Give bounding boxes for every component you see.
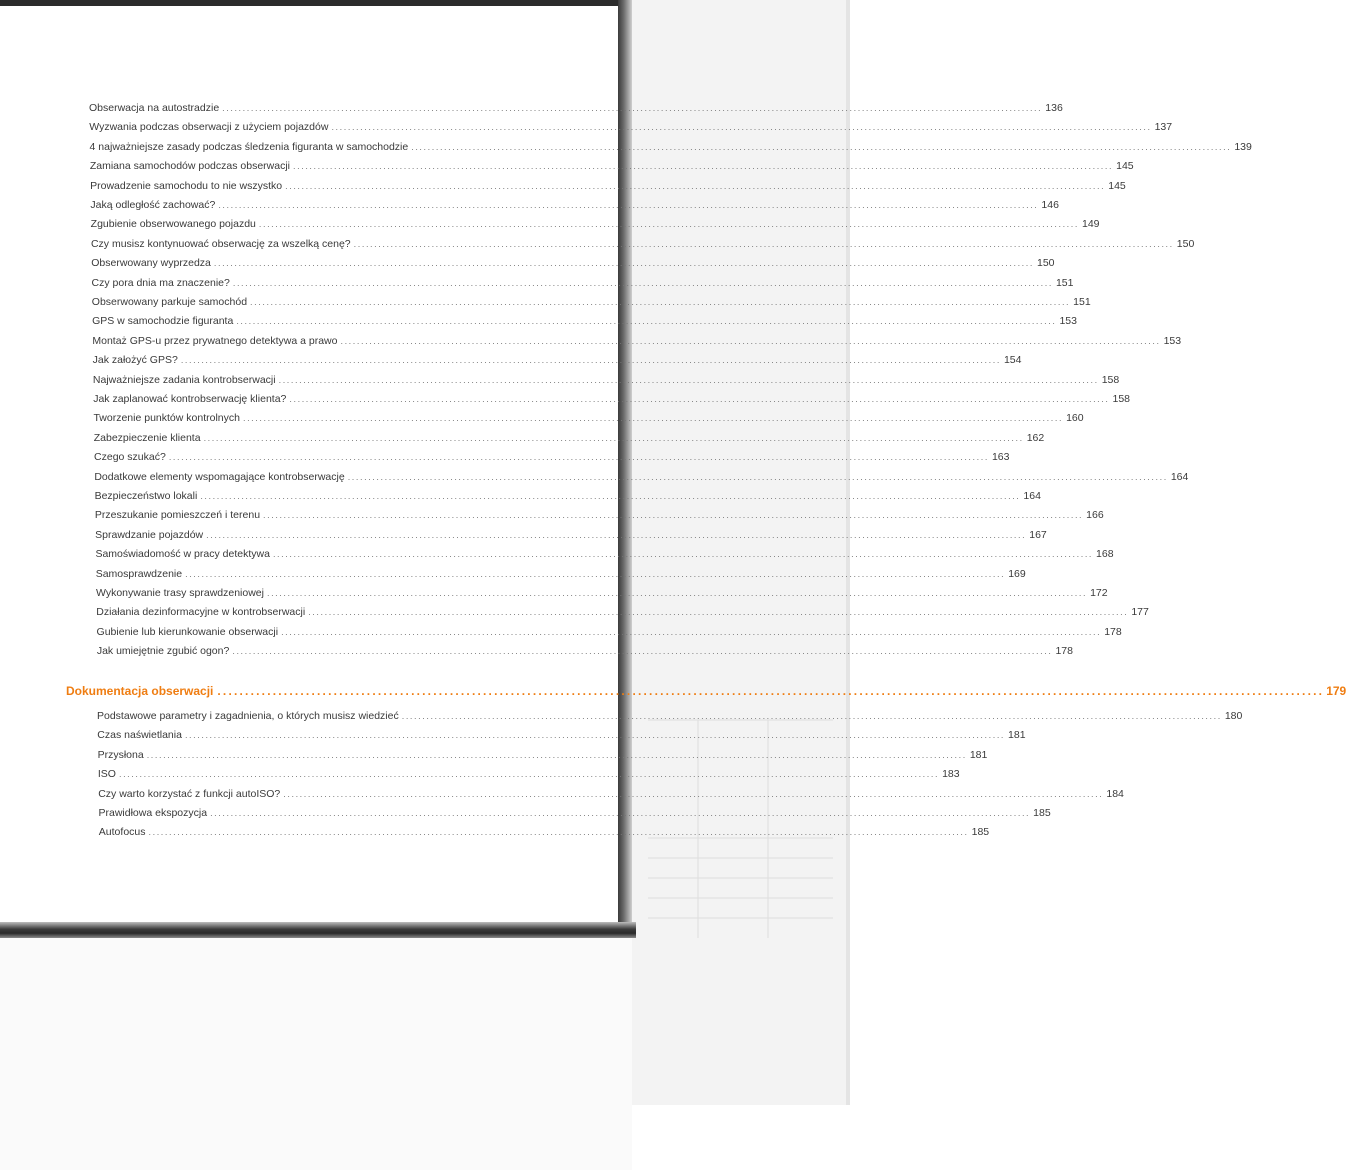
toc-page-number: 146 bbox=[1041, 199, 1059, 211]
toc-entry-title: Dodatkowe elementy wspomagające kontrobserwację bbox=[94, 470, 345, 483]
toc-entry bbox=[93, 393, 1131, 405]
toc-entry bbox=[94, 451, 1010, 464]
dot-leader: ........................................................................................................................................................................................................ bbox=[200, 491, 1021, 501]
toc-entry-title: Obserwowany parkuje samochód bbox=[91, 296, 248, 308]
toc-entry-title: Prawidłowa ekspozycja bbox=[98, 807, 208, 819]
dot-leader: ........................................................................................................................................................................................................ bbox=[331, 122, 1152, 133]
toc-entry-title: Tworzenie punktów kontrolnych bbox=[93, 412, 240, 425]
toc-entry-title: Zgubienie obserwowanego pojazdu bbox=[90, 218, 256, 231]
toc-entry-title: Montaż GPS-u przez prywatnego detektywa a prawo bbox=[92, 334, 338, 347]
dot-leader: ........................................................................................................................................................................................................ bbox=[232, 277, 1053, 288]
toc-entry-title: Jak umiejętnie zgubić ogon? bbox=[96, 645, 230, 658]
toc-entry bbox=[92, 373, 1120, 386]
toc-entry-title: Wykonywanie trasy sprawdzeniowej bbox=[96, 587, 264, 599]
toc-page-number: 169 bbox=[1008, 567, 1026, 580]
toc-page-number: 158 bbox=[1101, 373, 1120, 386]
toc-page-number: 154 bbox=[1003, 354, 1022, 367]
dot-leader: ........................................................................................................................................................................................................ bbox=[146, 749, 967, 760]
toc-page-number: 164 bbox=[1023, 490, 1041, 502]
toc-entry-title: Obserwacja na autostradzie bbox=[89, 102, 220, 114]
toc-page-number: 162 bbox=[1026, 431, 1045, 444]
dot-leader: ........................................................................................................................................................................................................ bbox=[263, 510, 1084, 521]
toc-page-number: 183 bbox=[942, 768, 960, 781]
dot-leader: ........................................................................................................................................................................................................ bbox=[168, 452, 989, 463]
dot-leader: ........................................................................................................................................................................................................ bbox=[250, 297, 1071, 307]
toc-entry bbox=[96, 606, 1149, 619]
toc-entry-title: Autofocus bbox=[98, 826, 146, 839]
toc-entry bbox=[90, 179, 1126, 192]
dot-leader: ........................................................................................................................................................................................................ bbox=[283, 788, 1104, 799]
toc-entry bbox=[97, 729, 1026, 742]
toc-entry-title: Dokumentacja obserwacji bbox=[66, 684, 214, 698]
toc-page-number: 177 bbox=[1131, 606, 1149, 619]
toc-entry-title: 4 najważniejsze zasady podczas śledzenia figuranta w samochodzie bbox=[89, 140, 409, 153]
toc-entry-title: Przysłona bbox=[97, 748, 144, 761]
dot-leader: ........................................................................................................................................................................................................ bbox=[258, 219, 1079, 230]
toc-entry-title: Zabezpieczenie klienta bbox=[93, 431, 201, 444]
toc-entry bbox=[89, 121, 1173, 134]
toc-entry-title: Bezpieczeństwo lokali bbox=[94, 490, 198, 502]
dot-leader: ........................................................................................................................................................................................................ bbox=[272, 549, 1094, 560]
toc-entry bbox=[92, 315, 1077, 328]
dot-leader: ........................................................................................................................................................................................................ bbox=[281, 626, 1102, 637]
dot-leader: ........................................................................................................................................................................................................ bbox=[203, 432, 1024, 443]
toc-entry-title: Czas naświetlania bbox=[97, 729, 182, 742]
toc-page-number: 150 bbox=[1036, 257, 1055, 270]
toc-entry-title: Jak założyć GPS? bbox=[92, 354, 178, 367]
dot-leader: ........................................................................................................................................................................................................ bbox=[340, 335, 1161, 346]
dot-leader: ........................................................................................................................................................................................................ bbox=[266, 588, 1088, 598]
toc-entry-title: Najważniejsze zadania kontrobserwacji bbox=[92, 373, 276, 386]
dot-leader: ........................................................................................................................................................................................................ bbox=[218, 200, 1039, 210]
toc-page-number: 136 bbox=[1045, 102, 1063, 114]
dot-leader: ........................................................................................................................................................................................................ bbox=[206, 529, 1027, 540]
toc-page-number: 184 bbox=[1106, 787, 1124, 800]
toc-entry bbox=[98, 826, 990, 839]
toc-entry bbox=[90, 237, 1195, 250]
toc-page-number: 149 bbox=[1081, 218, 1100, 231]
toc-entry bbox=[92, 334, 1182, 347]
section-heading bbox=[66, 684, 1346, 698]
toc-page bbox=[0, 6, 1346, 922]
toc-entry bbox=[93, 412, 1084, 425]
toc-entry-title: Jaką odległość zachować? bbox=[90, 199, 216, 211]
dot-leader: ........................................................................................................................................................................................................ bbox=[411, 141, 1232, 152]
dot-leader: ........................................................................................................................................................................................................ bbox=[347, 471, 1168, 482]
dot-leader: ........................................................................................................................................................................................................ bbox=[222, 103, 1043, 113]
toc-entry-title: Działania dezinformacyjne w kontrobserwacji bbox=[96, 606, 306, 619]
toc-page-number: 160 bbox=[1066, 412, 1084, 425]
toc-page-number: 151 bbox=[1073, 296, 1091, 308]
toc-page-number: 178 bbox=[1104, 625, 1122, 638]
toc-entry bbox=[97, 710, 1243, 722]
toc-entry bbox=[90, 199, 1059, 211]
toc-page-number: 185 bbox=[971, 826, 990, 839]
toc-page-number: 145 bbox=[1116, 160, 1134, 173]
dot-leader: ........................................................................................................................................................................................................ bbox=[217, 684, 1325, 698]
toc-page-number: 164 bbox=[1170, 470, 1189, 483]
toc-page-number: 158 bbox=[1112, 393, 1131, 405]
toc-entry-title: Przeszukanie pomieszczeń i terenu bbox=[94, 509, 261, 522]
toc-entry bbox=[91, 276, 1074, 289]
dot-leader: ........................................................................................................................................................................................................ bbox=[242, 413, 1064, 424]
toc-entry bbox=[90, 218, 1100, 231]
dot-leader: ........................................................................................................................................................................................................ bbox=[293, 161, 1114, 172]
toc-page-number: 145 bbox=[1108, 179, 1126, 192]
dot-leader: ........................................................................................................................................................................................................ bbox=[278, 374, 1099, 385]
toc-page-number: 178 bbox=[1055, 645, 1073, 658]
toc-entry bbox=[98, 807, 1051, 819]
toc-entry bbox=[93, 431, 1045, 444]
toc-entry-title: Zamiana samochodów podczas obserwacji bbox=[89, 160, 291, 173]
dot-leader: ........................................................................................................................................................................................................ bbox=[353, 238, 1174, 249]
toc-entry bbox=[95, 548, 1114, 561]
dot-leader: ........................................................................................................................................................................................................ bbox=[118, 769, 940, 780]
toc-entry bbox=[91, 296, 1091, 308]
dot-leader: ........................................................................................................................................................................................................ bbox=[210, 808, 1031, 818]
toc-page-number: 180 bbox=[1224, 710, 1243, 722]
toc-entry bbox=[94, 509, 1104, 522]
dot-leader: ........................................................................................................................................................................................................ bbox=[184, 730, 1006, 741]
toc-entry bbox=[95, 528, 1047, 541]
toc-entry bbox=[97, 768, 960, 781]
toc-page-number: 168 bbox=[1096, 548, 1114, 561]
toc-entry-title: Obserwowany wyprzedza bbox=[91, 257, 211, 270]
toc-entry-title: Czego szukać? bbox=[94, 451, 166, 464]
toc-entry bbox=[94, 470, 1189, 483]
toc-entry bbox=[89, 102, 1063, 114]
toc-page-number: 139 bbox=[1234, 140, 1252, 153]
toc-entry-title: Czy warto korzystać z funkcji autoISO? bbox=[98, 787, 281, 800]
table-of-contents bbox=[0, 6, 1346, 922]
toc-page-number: 151 bbox=[1055, 276, 1074, 289]
toc-page-number: 137 bbox=[1154, 121, 1173, 134]
toc-entry bbox=[91, 257, 1055, 270]
page-bottom-edge bbox=[0, 922, 636, 938]
toc-entry bbox=[97, 748, 988, 761]
dot-leader: ........................................................................................................................................................................................................ bbox=[308, 607, 1129, 618]
toc-page-number: 179 bbox=[1326, 684, 1346, 698]
toc-entry-title: Gubienie lub kierunkowanie obserwacji bbox=[96, 625, 279, 638]
toc-entry bbox=[95, 567, 1026, 580]
toc-page-number: 167 bbox=[1029, 528, 1047, 541]
toc-entry-title: Sprawdzanie pojazdów bbox=[95, 528, 204, 541]
toc-page-number: 163 bbox=[991, 451, 1010, 464]
toc-page-number: 185 bbox=[1033, 807, 1051, 819]
toc-entry-title: Podstawowe parametry i zagadnienia, o których musisz wiedzieć bbox=[97, 710, 399, 722]
dot-leader: ........................................................................................................................................................................................................ bbox=[285, 180, 1106, 191]
dot-leader: ........................................................................................................................................................................................................ bbox=[236, 316, 1057, 327]
toc-entry bbox=[98, 787, 1124, 800]
toc-page-number: 150 bbox=[1176, 237, 1195, 250]
toc-entry bbox=[94, 490, 1041, 502]
dot-leader: ........................................................................................................................................................................................................ bbox=[401, 711, 1222, 721]
toc-page-number: 153 bbox=[1163, 334, 1182, 347]
toc-page-number: 181 bbox=[969, 748, 988, 761]
dot-leader: ........................................................................................................................................................................................................ bbox=[185, 568, 1006, 579]
toc-entry bbox=[89, 140, 1252, 153]
toc-entry bbox=[96, 645, 1073, 658]
toc-entry-title: Jak zaplanować kontrobserwację klienta? bbox=[93, 393, 287, 405]
toc-entry-title: Czy musisz kontynuować obserwację za wszelką cenę? bbox=[90, 237, 351, 250]
toc-entry-title: Samoświadomość w pracy detektywa bbox=[95, 548, 270, 561]
dot-leader: ........................................................................................................................................................................................................ bbox=[148, 827, 969, 838]
toc-entry bbox=[96, 587, 1108, 599]
toc-page-number: 153 bbox=[1059, 315, 1077, 328]
toc-page-number: 181 bbox=[1008, 729, 1026, 742]
toc-entry-title: Czy pora dnia ma znaczenie? bbox=[91, 276, 230, 289]
toc-entry bbox=[89, 160, 1134, 173]
dot-leader: ........................................................................................................................................................................................................ bbox=[289, 394, 1110, 404]
under-area bbox=[0, 938, 632, 1170]
toc-entry-title: ISO bbox=[97, 768, 116, 781]
toc-entry-title: GPS w samochodzie figuranta bbox=[92, 315, 234, 328]
toc-entry-title: Wyzwania podczas obserwacji z użyciem pojazdów bbox=[89, 121, 329, 134]
toc-entry bbox=[96, 625, 1122, 638]
toc-entry-title: Samosprawdzenie bbox=[95, 567, 183, 580]
toc-entry bbox=[92, 354, 1022, 367]
toc-entry-title: Prowadzenie samochodu to nie wszystko bbox=[90, 179, 283, 192]
dot-leader: ........................................................................................................................................................................................................ bbox=[213, 258, 1034, 269]
toc-page-number: 166 bbox=[1086, 509, 1104, 522]
dot-leader: ........................................................................................................................................................................................................ bbox=[232, 646, 1053, 657]
dot-leader: ........................................................................................................................................................................................................ bbox=[180, 355, 1001, 366]
toc-page-number: 172 bbox=[1090, 587, 1108, 599]
